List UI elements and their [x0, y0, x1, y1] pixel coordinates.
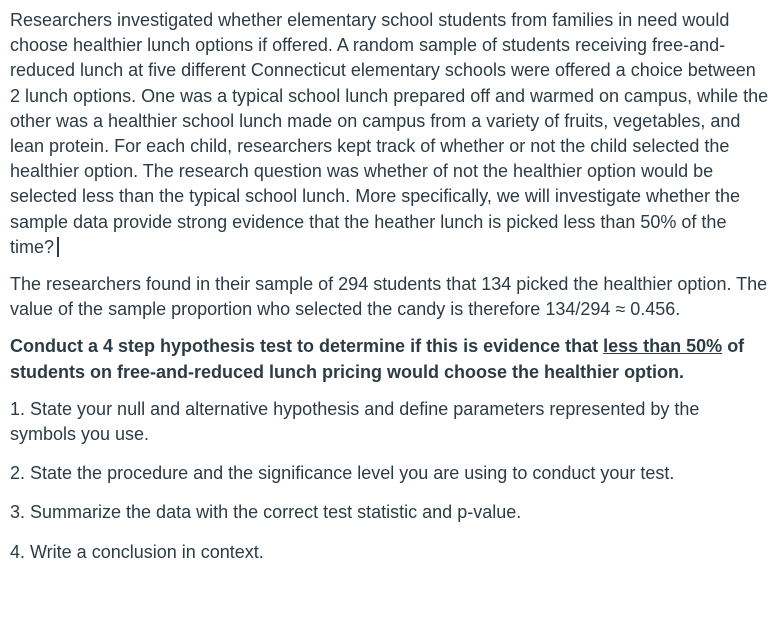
- intro-paragraph: [10, 8, 770, 260]
- step-item: 3. Summarize the data with the correct test statistic and p-value.: [10, 502, 522, 523]
- task-text-before: Conduct a 4 step hypothesis test to determine if this is evidence that: [10, 336, 604, 357]
- task-underlined-text: less than 50%: [603, 336, 723, 357]
- task-text-after: of students on free-and-reduced lunch pricing would choose the healthier option.: [10, 336, 745, 382]
- text-cursor: [57, 237, 59, 257]
- steps-list: [10, 397, 770, 565]
- findings-paragraph: The researchers found in their sample of 294 students that 134 picked the healthier option. The value of the sample proportion who selected the candy is therefore 134/294 ≈ 0.456.: [10, 274, 768, 320]
- task-instruction: [10, 334, 770, 384]
- step-item: 1. State your null and alternative hypothesis and define parameters represented by the symbols you use.: [10, 398, 700, 445]
- step-item: 4. Write a conclusion in context.: [10, 541, 264, 562]
- step-item: 2. State the procedure and the significance level you are using to conduct your test.: [10, 463, 675, 484]
- intro-text: Researchers investigated whether elementary school students from families in need would choose healthier lunch options if offered. A random sample of students receiving free-and-reduced lunch at five different Connecticut elementary schools were offered a choice between 2 lunch options. One was a typical school lunch prepared off and warmed on campus, while the other was a healthier school lunch made on campus from a variety of fruits, vegetables, and lean protein. For each child, researchers kept track of whether or not the child selected the healthier option. The research question was whether of not the healthier option would be selected less than the typical school lunch. More specifically, we will investigate whether the sample data provide strong evidence that the heather lunch is picked less than 50% of the time?: [10, 10, 769, 257]
